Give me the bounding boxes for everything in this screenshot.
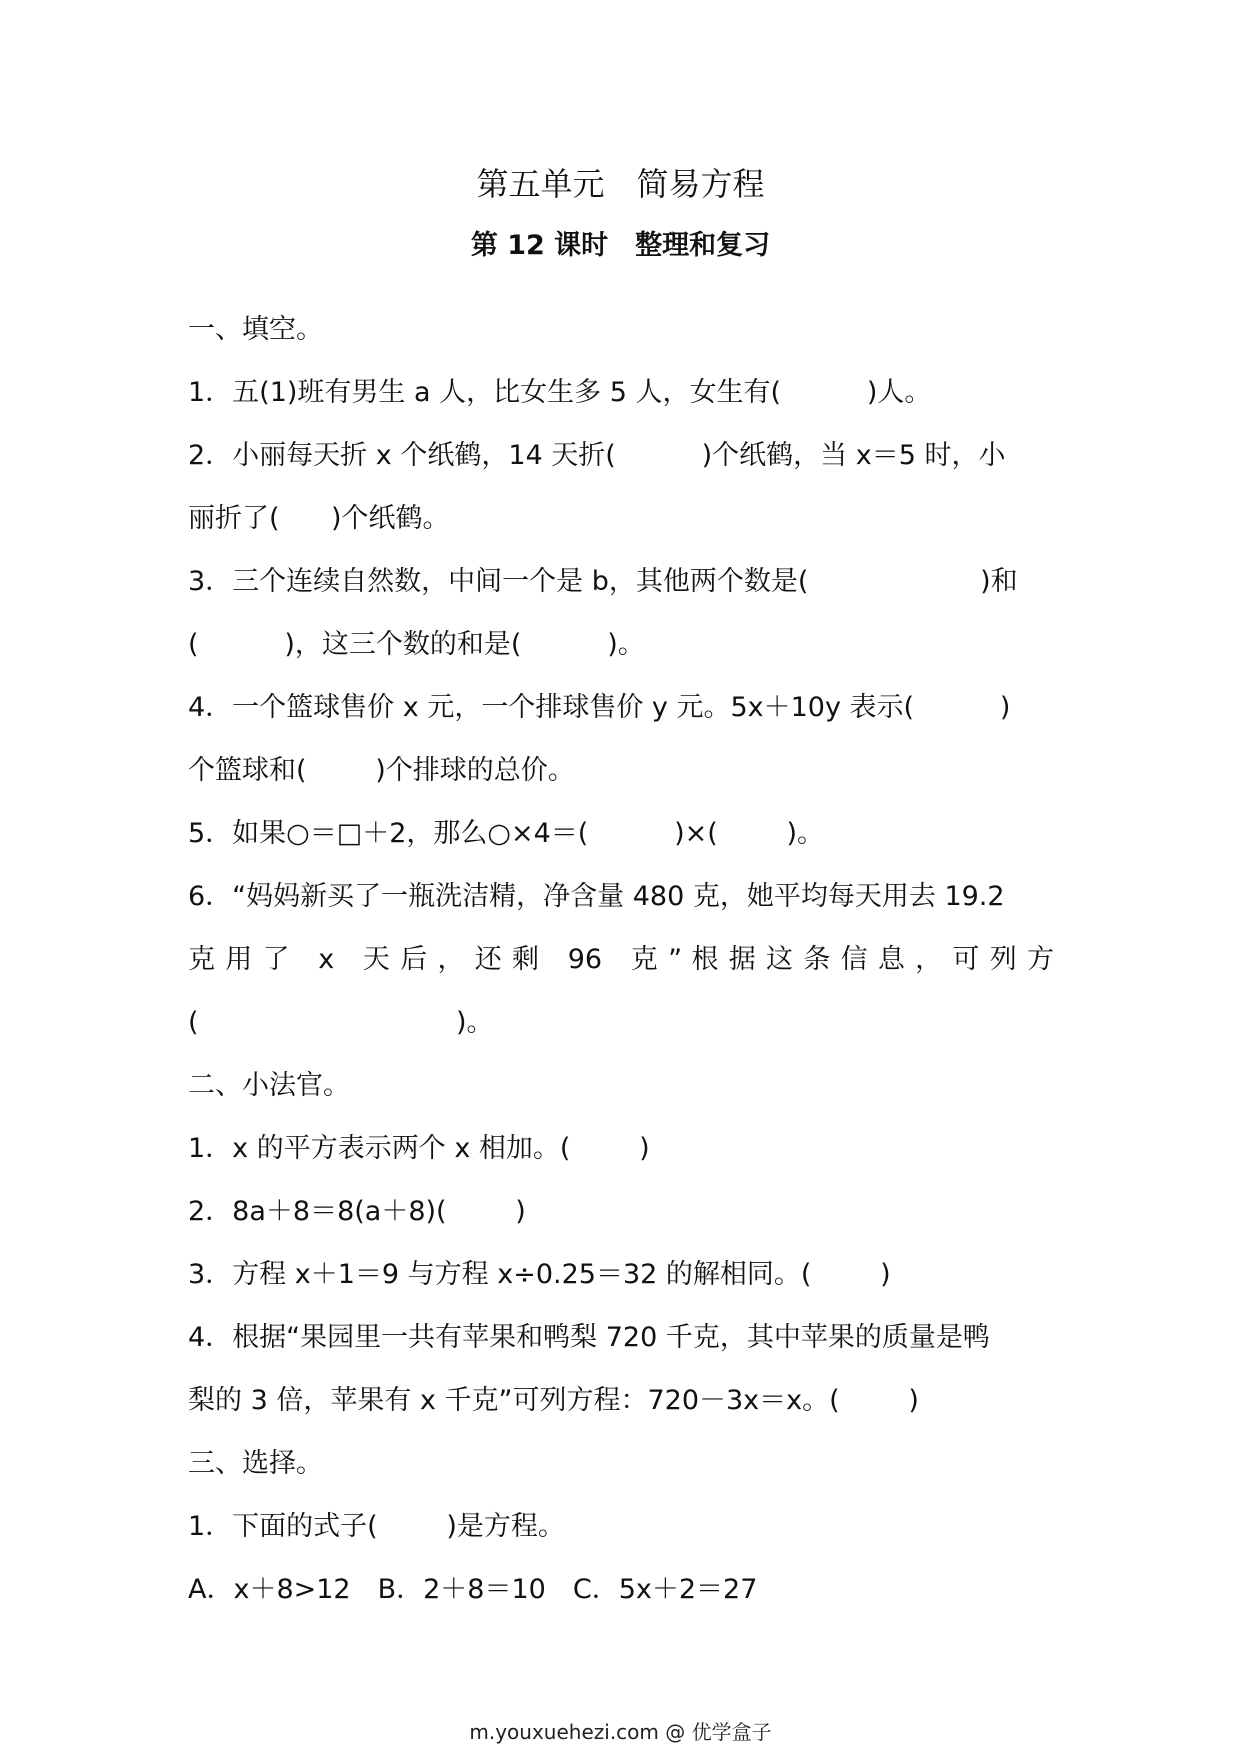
question-line: 5．如果○＝□＋2，那么○×4＝( )×( )。 xyxy=(188,818,825,849)
question-line: 2．小丽每天折 x 个纸鹤，14 天折( )个纸鹤，当 x＝5 时，小 xyxy=(188,440,1006,471)
question-line: ( )，这三个数的和是( )。 xyxy=(188,629,645,660)
question-line: 2．8a＋8＝8(a＋8)( ) xyxy=(188,1196,526,1227)
section-heading-choice: 三、选择。 xyxy=(188,1448,323,1479)
question-line: 个篮球和( )个排球的总价。 xyxy=(188,755,575,786)
question-line: 梨的 3 倍，苹果有 x 千克”可列方程：720－3x＝x。( ) xyxy=(188,1385,919,1416)
page-subtitle: 第 12 课时 整理和复习 xyxy=(470,230,771,261)
section-heading-judge: 二、小法官。 xyxy=(188,1070,350,1101)
question-line: 1．x 的平方表示两个 x 相加。( ) xyxy=(188,1133,650,1164)
page-title: 第五单元 简易方程 xyxy=(476,165,765,203)
section-heading-fill-blank: 一、填空。 xyxy=(188,314,323,345)
question-line: 1．五(1)班有男生 a 人，比女生多 5 人，女生有( )人。 xyxy=(188,377,932,408)
answer-options: A．x＋8>12 B．2＋8＝10 C．5x＋2＝27 xyxy=(188,1574,758,1605)
question-line: 克 用 了 x 天 后 ， 还 剩 96 克 ” 根 据 这 条 信 息 ， 可 列 方 xyxy=(188,944,1054,975)
question-line: 1．下面的式子( )是方程。 xyxy=(188,1511,565,1542)
question-line: 4．一个篮球售价 x 元，一个排球售价 y 元。5x＋10y 表示( ) xyxy=(188,692,1011,723)
question-line: 3．三个连续自然数，中间一个是 b，其他两个数是( )和 xyxy=(188,566,1018,597)
question-line: 4．根据“果园里一共有苹果和鸭梨 720 千克，其中苹果的质量是鸭 xyxy=(188,1322,990,1353)
question-line: 6．“妈妈新买了一瓶洗洁精，净含量 480 克，她平均每天用去 19.2 xyxy=(188,881,1005,912)
question-line: ( )。 xyxy=(188,1007,494,1038)
worksheet-body xyxy=(188,298,1054,1621)
question-line: 3．方程 x＋1＝9 与方程 x÷0.25＝32 的解相同。( ) xyxy=(188,1259,891,1290)
footer-watermark: m.youxuehezi.com @ 优学盒子 xyxy=(469,1720,772,1744)
question-line: 丽折了( )个纸鹤。 xyxy=(188,503,450,534)
